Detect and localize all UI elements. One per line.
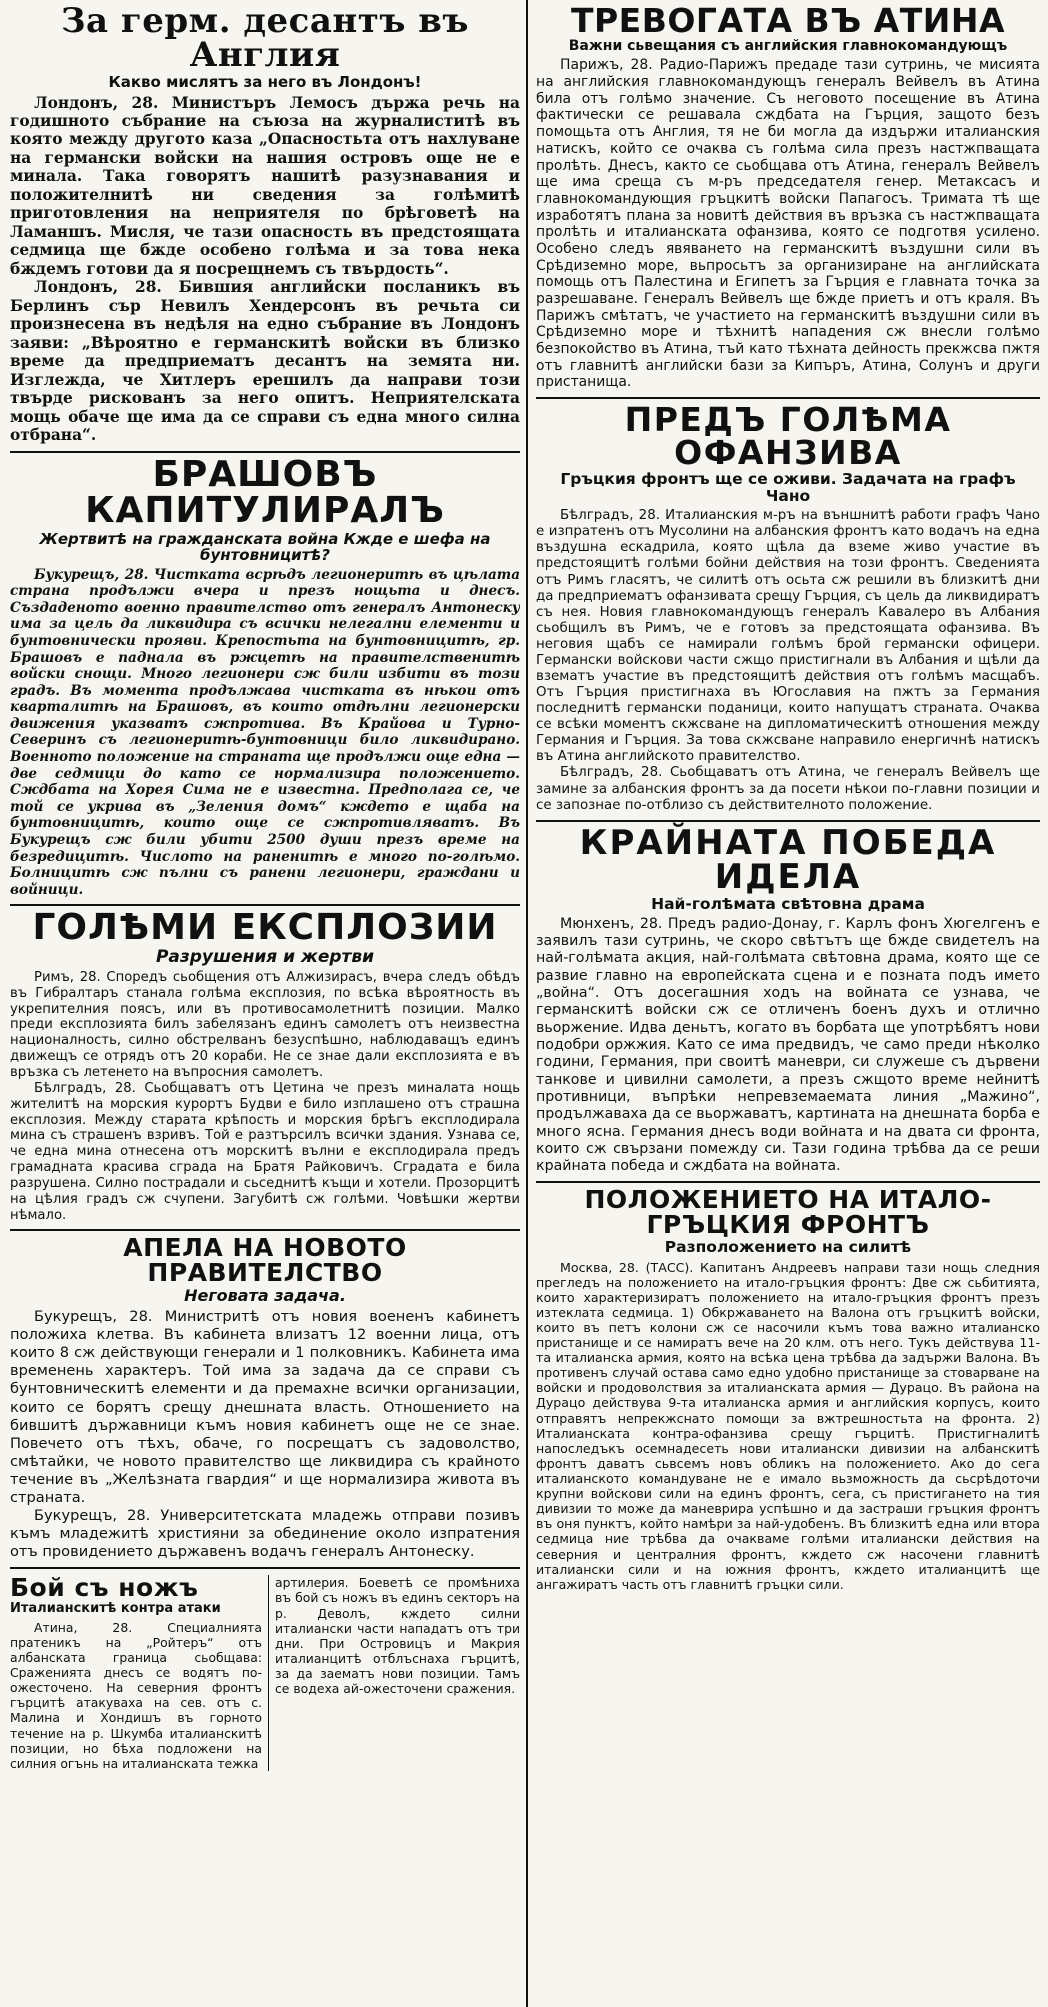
article-brasov-capitulated — [10, 453, 520, 907]
paragraph: Бѣлградъ, 28. Сьобщаватъ отъ Цетина че презъ миналата нощь жителитѣ на морския курортъ Будви е било изплашено отъ страшна експлозия. Между старата крѣпость и морския брѣгъ експлодирала мина съ страшенъ взривъ. Той е разтърсилъ всички здания. Узнава се, че една мина отнесена отъ морскитѣ вълни е експлодирала предъ грамадната красива сграда на Братя Райковичъ. Сградата е била разрушена. Силно пострадали и сьседнитѣ къщи и хотели. Прозорцитѣ на цѣлия градъ сж счупени. Загубитѣ сж голѣми. Човѣшки жертви нѣмало. — [10, 1080, 520, 1223]
paragraph: артилерия. Боеветѣ се промѣниха въ бой съ ножъ въ единъ секторъ на р. Деволъ, кждето силни италиански части нападатъ отъ три дни. При Островицъ и Макрия италианцитѣ отблъснаха гърцитѣ, за да заематъ нови позиции. Тамъ се водеха ай-ожесточени сражения. — [275, 1575, 520, 1697]
paragraph: Бѣлградъ, 28. Италианския м-ръ на външнитѣ работи графъ Чано е изпратенъ отъ Мусолини на албанския фронтъ като водачъ на една въздушна ескадрила, която щѣла да вземе живо участие въ предстоящитѣ голѣми бойни действия на този фронтъ. Сведенията отъ Римъ гласятъ, че силитѣ отъ осьта сж решили въ близкитѣ дни да предприематъ офанзивата срещу Гърция, съ цель да ликвидиратъ съ нея. Новия главнокомандующъ генералъ Кавалеро въ Албания сьобщилъ въ Римъ, че е готовъ за предстоящата офанзива. Въ неговия щабъ се намирали голѣмъ брой германски офицери. Германски войскови части сжщо пристигнали въ Албания и щѣли да взематъ участие въ предстоящитѣ действия отъ голѣмъ масщабъ. Отъ Гърция пристигнаха въ Югославия на пжтъ за Германия последнитѣ германски поданици, които напущатъ страната. Очаква се всѣки моментъ скжсване на дипломатическитѣ отношения между Германия и Гърция. За това скжсване направило енергичнѣ натискъ въ Атина английското правителство. — [536, 508, 1040, 765]
article-column-right — [268, 1575, 520, 1771]
paragraph: Букурещъ, 28. Университетската младежь отправи позивъ къмъ младежитѣ християни за обединение около изпратения отъ провидението държавенъ водачъ генералъ Антонеску. — [10, 1507, 520, 1561]
article-final-victory — [536, 822, 1040, 1184]
paragraph: Мюнхенъ, 28. Предъ радио-Донау, г. Карлъ фонъ Хюгелгенъ е заявилъ тази сутринь, че скоро свѣтътъ ще бжде свидетелъ на най-голѣмата акция, най-голѣмата свѣтовна драма, която ще се развие главно на европейската сцена и е позната подъ името „война“. Отъ досегашния ходъ на войната се узнава, че германскитѣ войски сж се отличенъ боенъ духъ и отлично вьоржение. Идва деньтъ, когато въ борбата ще употрѣбятъ нови подобри оржжия. Като се има предвидъ, че само преди нѣколко години, Германия, при своитѣ маневри, си служеше съ дървени танкове и цивилни самолети, а презъ сжщото време нейнитѣ противници, въпрѣки непревземаемата линия „Мажино“, продължаваха да се вьоржаватъ, картината на днешната борба е много ясна. Германия днесъ води войната и на двата си фронта, които сж свързани помежду си. Тази година трѣбва да се реши крайната победа и сждбата на войната. — [536, 915, 1040, 1175]
article-italo-greek-front — [536, 1183, 1040, 1597]
headline: КРАЙНАТА ПОБЕДА ИДЕЛА — [579, 822, 997, 897]
article-german-landing — [10, 0, 520, 453]
headline: БРАШОВЪ КАПИТУЛИРАЛЪ — [85, 453, 445, 531]
subheadline: Неговата задача. — [184, 1286, 346, 1306]
article-before-great-offensive — [536, 399, 1040, 822]
article-alarm-in-athens — [536, 0, 1040, 399]
article-new-government-appeal — [10, 1231, 520, 1569]
headline: Бой съ ножъ — [10, 1573, 199, 1603]
paragraph: Атина, 28. Специалнията пратеникъ на „Ройтеръ“ отъ албанската граница сьобщава: Сраженията днесъ се водятъ по-ожесточено. На северния фронтъ гърцитѣ атакуваха на сев. отъ с. Малина и Хондишъ въ горното течение на р. Шкумба италианскитѣ позиции, но бѣха подложени на силния огънь на италианската тежка — [10, 1619, 262, 1771]
paragraph: Римъ, 28. Споредъ сьобщения отъ Алжизирасъ, вчера следъ обѣдъ въ Гибралтаръ станала голѣма експлозия, по всѣка вѣроятность въ укрепителния поясъ, или въ противосамолетнитѣ позиции. Малко преди експлозията билъ забелязанъ единъ самолетъ отъ неизвестна националность, силно обстрелванъ безуспѣшно, наблюдаващъ единъ движещъ се отрядъ отъ 20 кораби. Не се знае дали експлозията е въ връзка съ летенето на въпросния самолетъ. — [10, 969, 520, 1081]
subheadline: Разположението на силитѣ — [664, 1238, 912, 1257]
headline: ПОЛОЖЕНИЕТО НА ИТАЛО-ГРЪЦКИЯ ФРОНТЪ — [584, 1185, 992, 1240]
paragraph: Лондонъ, 28. Министъръ Лемосъ държа речь на годишното събрание на съюза на журналиститѣ въ която между другото каза „Опасностьта отъ нахлуване на германски войски на нашия островъ още не е минала. Така говорятъ нашитѣ разузнавания и положителнитѣ ни сведения за голѣмитѣ приготовления на неприятеля по брѣговетѣ на Ламаншъ. Мисля, че тази опасность въ предстоящата седмица ще бжде особено голѣма и за това нека бждемъ готови да я посрещнемъ съ твърдость“. — [10, 93, 520, 278]
paragraph: Бѣлградъ, 28. Сьобщаватъ отъ Атина, че генералъ Вейвелъ ще замине за албанския фронтъ за да посети нѣкои по-главни позиции и се запознае по-отблизо съ действителното положение. — [536, 765, 1040, 813]
headline: За герм. десантъ въ Англия — [61, 1, 469, 75]
headline: ГОЛѢМИ ЕКСПЛОЗИИ — [32, 907, 498, 949]
article-bayonet-fight — [10, 1569, 520, 1777]
paragraph: Букурещъ, 28. Министритѣ отъ новия воененъ кабинетъ положиха клетва. Въ кабинета влизатъ 12 военни лица, отъ които 8 сж действующи генерали и 1 полковникъ. Кабинета има временень характеръ. Той има за задача да се справи съ бунтовническитѣ елементи и да премахне всички организации, които се борятъ срещу днешната власть. Отношението на бившитѣ държавници къмъ новия кабинетъ още не се знае. Повечето отъ тѣхъ, обаче, го посрещатъ съ задоволство, смѣтайки, че новото правителство ще ликвидира съ крайното течение въ „Желѣзната гвардия“ и ще нормализира живота въ страната. — [10, 1308, 520, 1506]
article-column-left — [10, 1575, 268, 1771]
headline: ПРЕДЪ ГОЛѢМА ОФАНЗИВА — [624, 400, 952, 473]
subheadline: Най-голѣмата свѣтовна драма — [651, 894, 925, 913]
headline: ТРЕВОГАТА ВЪ АТИНА — [570, 1, 1006, 40]
subheadline: Жертвитѣ на гражданската война Кжде е шефа на бунтовницитѣ? — [39, 529, 491, 565]
subheadline: Италианскитѣ контра атаки — [10, 1601, 221, 1617]
paragraph: Букурещъ, 28. Чистката всрѣдъ легионеритѣ въ цѣлата страна продължи вчера и презъ нощьта и днесъ. Създаденото военно правителство отъ генералъ Антонеску има за цель да ликвидира съ всички нелегални елементи и бунтовнически прояви. Крепостьта на бунтовницитѣ, гр. Брашовъ е паднала въ ржцетѣ на правителственитѣ войски снощи. Много легионери сж били избити въ този градъ. Въ момента продължава чистката въ нѣкои отъ кварталитѣ на Брашовъ, въ които отдѣлни легионерски движения указватъ сжпротива. Въ Крайова и Турно-Северинъ съ легионеритѣ-бунтовници било ликвидирано. Военното положение на страната ще продължи още една — две седмици до като се нормализира положението. Сждбата на Хорея Сима не е известна. Предполага се, че той се укрива въ „Зеления домъ“ кждето е щаба на бунтовницитѣ, които още се сжпротивляватъ. Въ Букурещъ сж били убити 2500 души презъ време на безредицитѣ. Числото на раненитѣ е много по-голѣмо. Болницитѣ сж пълни съ ранени легионери, граждани и войници. — [10, 566, 520, 898]
article-big-explosions — [10, 906, 520, 1231]
headline: АПЕЛА НА НОВОТО ПРАВИТЕЛСТВО — [123, 1233, 407, 1288]
paragraph: Парижъ, 28. Радио-Парижъ предаде тази сутринь, че мисията на английския главнокомандующъ генералъ Вейвелъ въ Атина била отъ голѣмо значение. Съ неговото посещение въ Атина фактически се решавала сждбата на Гърция, защото безъ помощьта отъ Англия, тя не би могла да издържи италианския натискъ, който се очаква съ голѣма сила презъ настжпващата пролѣть. Днесъ, както се сьобщава отъ Атина, генералъ Вейвелъ ще има среща съ м-ръ председателя генер. Метаксасъ и главнокомандующия гръцкитѣ войски Папагосъ. Тримата тѣ ще изработятъ плана за новитѣ действия въ връзка съ настжпващата пролѣть и италианската офанзива, която се подготвя усилено. Особено следъ явяването на германскитѣ въздушни сили въ Срѣдиземно море, вьпросьтъ за организиране на английската помощь отъ Палестина и Египетъ за Гърция е главната точка за разрешаване. Генералъ Вейвелъ ще бжде приетъ и отъ краля. Въ Парижъ смѣтатъ, че участието на германскитѣ въздушни сили въ Срѣдиземно море и тѣхнитѣ нападения сж внесли голѣмо безпокойство въ Атина, тъй като тѣхната дейность прекжсва пжтя отъ главнитѣ английски бази за Кипъръ, Атина, Солунъ и други пристанища. — [536, 57, 1040, 391]
subheadline: Какво мислятъ за него въ Лондонъ! — [108, 73, 422, 91]
subheadline: Гръцкия фронтъ ще се оживи. Задачата на графъ Чано — [560, 470, 1016, 506]
subheadline: Важни сьвещания съ английския главнокомандующъ — [568, 38, 1008, 54]
paragraph: Москва, 28. (ТАСС). Капитанъ Андреевъ направи тази нощь следния прегледъ на положението на итало-гръцкия фронтъ: Две сж сьбитията, които характеризиратъ положението на итало-гръцкия фронтъ презъ изтеклата седмица. 1) Обкржаването на Валона отъ гръцкитѣ войски, които въ петъ колони сж се насочили къмъ това важно италианско пристанище и се намиратъ вече на 20 клм. отъ него. Тукъ действува 11-та италианска армия, която на всѣка цена трѣбва да задържи Валона. Въ противенъ случай остава само едно удобно пристанище за стоварване на войски и продоволствия за италианската армия — Дурацо. Въ района на Дурацо действува 9-та италианска армия и английския корпусъ, които отправятъ непрекжснато помощи за вжтрешностьта на фронта. 2) Италианската контра-офанзива срещу гърцитѣ. Пристигналитѣ напоследъкъ осемнадесеть нови италиански дивизии на албанскитѣ фронтъ даватъ сьвсемъ новъ обликъ на положението. Ако до сега италианското командуване не е имало вьзможность да сьсрѣдоточи крупни войскови сили на единъ фронтъ, сега, съ пристигането на тия дивизии то може да маневрира успѣшно и да застраши гръцкия фронтъ въ оня пунктъ, който намѣри за най-удобенъ. Въ близкитѣ една или втора седмица ние трѣбва да очакваме голѣми италиански действия на северния и централния фронтъ, кждето сж насочени главнитѣ италиански сили и на южния фронтъ, кждето италианцитѣ ще ангажиратъ часть отъ главнитѣ гръцки сили. — [536, 1259, 1040, 1592]
paragraph: Лондонъ, 28. Бившия английски посланикъ въ Берлинъ сър Невилъ Хендерсонъ въ речьта си произнесена въ недѣля на едно събрание въ Лондонъ заяви: „Вѣроятно е германскитѣ войски въ близко време да предприематъ десантъ на земята ни. Изглежда, че Хитлеръ ерешилъ да направи този твърде рискованъ за него опитъ. Неприятелската мощь обаче ще има да се справи съ една много силна отбрана“. — [10, 278, 520, 445]
subheadline: Разрушения и жертви — [155, 947, 375, 968]
right-column — [528, 0, 1048, 2007]
